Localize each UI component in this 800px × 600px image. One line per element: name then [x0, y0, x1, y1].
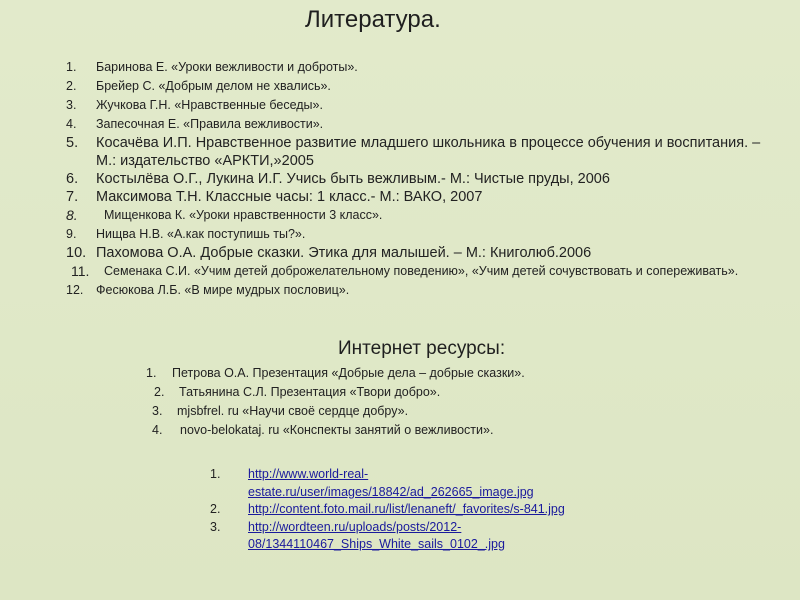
item-number: 7.: [66, 189, 79, 205]
item-number: 2.: [154, 385, 165, 399]
item-number: 6.: [66, 171, 79, 187]
resources-list: [146, 364, 706, 440]
list-item: [66, 188, 776, 206]
item-text: Брейер С. «Добрым делом не хвались».: [96, 79, 331, 93]
item-text: Татьянина С.Л. Презентация «Твори добро».: [179, 385, 441, 399]
item-text: Косачёва И.П. Нравственное развитие младшего школьника в процессе обучения и воспитания. – М.: издательство «АРКТИ,»2005: [96, 135, 761, 169]
resources-title: Интернет ресурсы:: [338, 338, 506, 359]
image-link[interactable]: [248, 501, 710, 519]
list-item: [66, 262, 776, 281]
item-number: 1.: [210, 467, 221, 481]
list-item: [66, 134, 776, 170]
list-item: [146, 364, 706, 383]
list-item: [210, 466, 710, 501]
item-text: Мищенкова К. «Уроки нравственности 3 класс».: [104, 208, 383, 222]
link-line: estate.ru/user/images/18842/ad_262665_image.jpg: [248, 484, 534, 499]
list-item: [66, 58, 776, 77]
item-text: Баринова Е. «Уроки вежливости и доброты».: [96, 60, 358, 74]
item-number: 8.: [66, 207, 78, 223]
image-link[interactable]: [248, 519, 710, 554]
list-item: [66, 115, 776, 134]
item-number: 12.: [66, 283, 84, 297]
link-line: http://www.world-real-: [248, 467, 369, 481]
item-text: Жучкова Г.Н. «Нравственные беседы».: [96, 98, 323, 112]
item-number: 1.: [146, 366, 157, 380]
list-item: [154, 383, 706, 402]
item-text: novo-belokataj. ru «Конспекты занятий о вежливости».: [180, 423, 494, 437]
list-item: [66, 77, 776, 96]
item-number: 3.: [152, 404, 163, 418]
item-number: 3.: [210, 519, 221, 534]
item-number: 11.: [71, 263, 90, 279]
link-line: http://content.foto.mail.ru/list/lenaneft/_favorites/s-841.jpg: [248, 502, 565, 516]
list-item: [66, 170, 776, 188]
item-number: 3.: [66, 98, 77, 112]
links-list: [210, 466, 710, 554]
item-text: Нищва Н.В. «А.как поступишь ты?».: [96, 227, 306, 241]
list-item: [152, 402, 706, 421]
item-text: mjsbfrel. ru «Научи своё сердце добру».: [177, 404, 409, 418]
list-item: [66, 96, 776, 115]
item-number: 2.: [210, 502, 221, 516]
image-link[interactable]: [248, 466, 710, 501]
link-line: 08/1344110467_Ships_White_sails_0102_.jpg: [248, 537, 505, 551]
list-item: [66, 244, 776, 262]
item-text: Фесюкова Л.Б. «В мире мудрых пословиц».: [96, 283, 350, 297]
list-item: [210, 519, 710, 554]
item-number: 5.: [66, 135, 79, 151]
item-number: 4.: [152, 423, 163, 437]
list-item: [210, 501, 710, 519]
list-item: [152, 421, 706, 440]
item-number: 10.: [66, 245, 87, 261]
list-item: [66, 225, 776, 244]
item-text: Семенака С.И. «Учим детей доброжелательному поведению», «Учим детей сочувствовать и сопереживать».: [104, 264, 739, 278]
item-number: 4.: [66, 117, 77, 131]
list-item: [66, 206, 776, 225]
item-text: Максимова Т.Н. Классные часы: 1 класс.- М.: ВАКО, 2007: [96, 189, 483, 205]
item-text: Костылёва О.Г., Лукина И.Г. Учись быть вежливым.- М.: Чистые пруды, 2006: [96, 171, 610, 187]
list-item: [66, 281, 776, 300]
item-text: Запесочная Е. «Правила вежливости».: [96, 117, 324, 131]
link-line: http://wordteen.ru/uploads/posts/2012-: [248, 519, 462, 534]
item-text: Пахомова О.А. Добрые сказки. Этика для малышей. – М.: Книголюб.2006: [96, 245, 592, 261]
item-number: 1.: [66, 60, 77, 74]
page-title: Литература.: [305, 6, 441, 33]
literature-list: [66, 58, 776, 300]
item-number: 2.: [66, 79, 77, 93]
item-number: 9.: [66, 227, 77, 241]
item-text: Петрова О.А. Презентация «Добрые дела – добрые сказки».: [172, 366, 525, 380]
